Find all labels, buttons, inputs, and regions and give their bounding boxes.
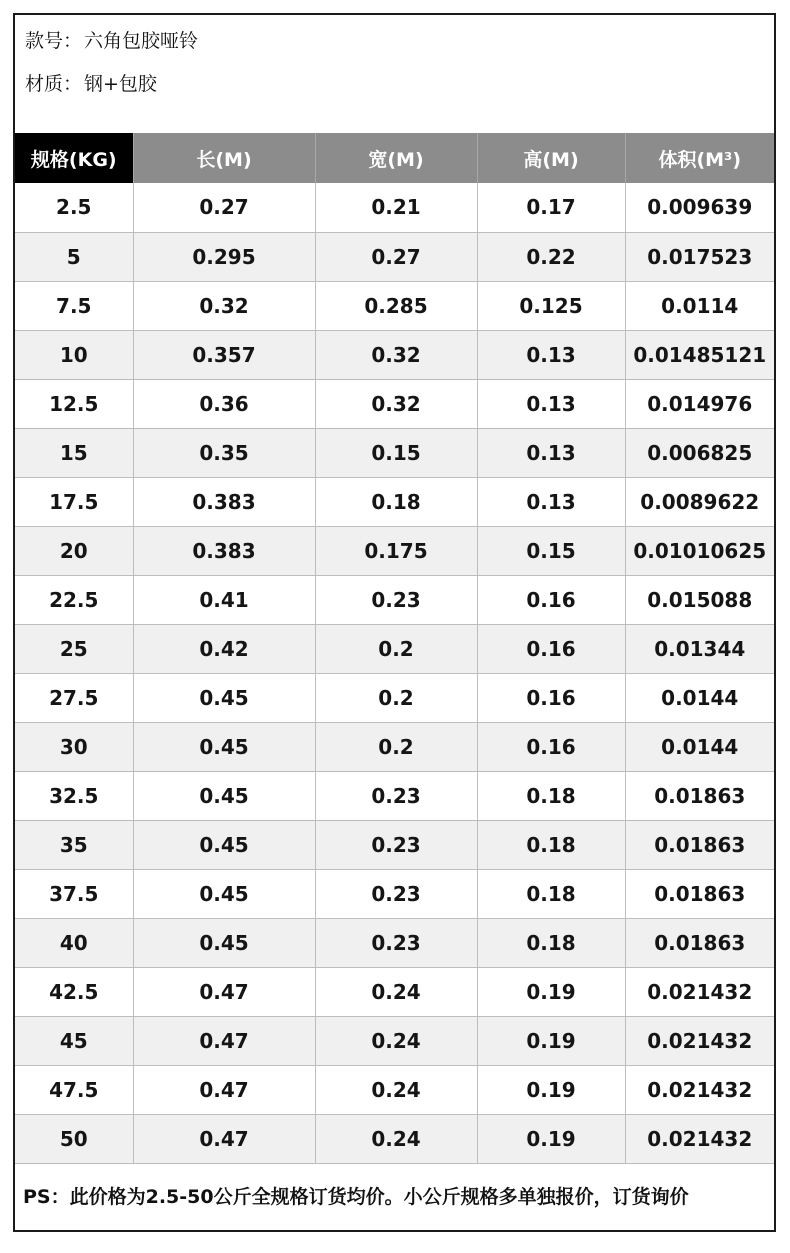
cell-height: 0.19 bbox=[477, 1114, 625, 1163]
cell-width: 0.2 bbox=[315, 624, 477, 673]
cell-width: 0.23 bbox=[315, 820, 477, 869]
cell-width: 0.175 bbox=[315, 526, 477, 575]
cell-length: 0.32 bbox=[133, 281, 315, 330]
col-header-height: 高(M) bbox=[477, 133, 625, 183]
cell-width: 0.21 bbox=[315, 183, 477, 232]
table-row bbox=[15, 967, 774, 1016]
cell-weight: 45 bbox=[15, 1016, 133, 1065]
cell-height: 0.13 bbox=[477, 379, 625, 428]
material-label: 材质： bbox=[25, 73, 83, 95]
cell-weight: 40 bbox=[15, 918, 133, 967]
table-row bbox=[15, 869, 774, 918]
cell-height: 0.16 bbox=[477, 624, 625, 673]
cell-volume: 0.01863 bbox=[625, 918, 774, 967]
col-header-volume: 体积(M³) bbox=[625, 133, 774, 183]
table-row bbox=[15, 379, 774, 428]
cell-volume: 0.0144 bbox=[625, 722, 774, 771]
cell-length: 0.47 bbox=[133, 1016, 315, 1065]
cell-volume: 0.0089622 bbox=[625, 477, 774, 526]
cell-weight: 42.5 bbox=[15, 967, 133, 1016]
cell-weight: 50 bbox=[15, 1114, 133, 1163]
cell-width: 0.285 bbox=[315, 281, 477, 330]
cell-width: 0.15 bbox=[315, 428, 477, 477]
table-row bbox=[15, 183, 774, 232]
cell-volume: 0.01010625 bbox=[625, 526, 774, 575]
cell-weight: 37.5 bbox=[15, 869, 133, 918]
cell-weight: 15 bbox=[15, 428, 133, 477]
cell-volume: 0.017523 bbox=[625, 232, 774, 281]
cell-height: 0.16 bbox=[477, 722, 625, 771]
cell-height: 0.17 bbox=[477, 183, 625, 232]
col-header-weight: 规格(KG) bbox=[15, 133, 133, 183]
table-body bbox=[15, 183, 774, 1163]
cell-weight: 20 bbox=[15, 526, 133, 575]
cell-volume: 0.006825 bbox=[625, 428, 774, 477]
table-row bbox=[15, 281, 774, 330]
cell-width: 0.27 bbox=[315, 232, 477, 281]
table-row bbox=[15, 575, 774, 624]
cell-weight: 7.5 bbox=[15, 281, 133, 330]
cell-height: 0.125 bbox=[477, 281, 625, 330]
material-line bbox=[25, 72, 157, 96]
table-row bbox=[15, 673, 774, 722]
table-row bbox=[15, 771, 774, 820]
cell-length: 0.47 bbox=[133, 967, 315, 1016]
cell-length: 0.45 bbox=[133, 918, 315, 967]
cell-volume: 0.021432 bbox=[625, 1016, 774, 1065]
spec-sheet bbox=[13, 13, 776, 1232]
table-row bbox=[15, 330, 774, 379]
spec-table bbox=[15, 133, 774, 1164]
cell-weight: 30 bbox=[15, 722, 133, 771]
cell-height: 0.18 bbox=[477, 869, 625, 918]
cell-width: 0.24 bbox=[315, 967, 477, 1016]
table-row bbox=[15, 1065, 774, 1114]
cell-volume: 0.01863 bbox=[625, 771, 774, 820]
cell-height: 0.13 bbox=[477, 477, 625, 526]
cell-height: 0.15 bbox=[477, 526, 625, 575]
cell-weight: 32.5 bbox=[15, 771, 133, 820]
cell-width: 0.23 bbox=[315, 575, 477, 624]
footer-note: PS：此价格为2.5-50公斤全规格订货均价。小公斤规格多单独报价，订货询价 bbox=[23, 1186, 689, 1208]
cell-weight: 10 bbox=[15, 330, 133, 379]
cell-length: 0.357 bbox=[133, 330, 315, 379]
cell-width: 0.24 bbox=[315, 1114, 477, 1163]
cell-volume: 0.0144 bbox=[625, 673, 774, 722]
cell-length: 0.383 bbox=[133, 477, 315, 526]
table-row bbox=[15, 918, 774, 967]
table-row bbox=[15, 624, 774, 673]
cell-length: 0.295 bbox=[133, 232, 315, 281]
cell-length: 0.47 bbox=[133, 1065, 315, 1114]
cell-volume: 0.009639 bbox=[625, 183, 774, 232]
cell-volume: 0.01863 bbox=[625, 869, 774, 918]
cell-volume: 0.014976 bbox=[625, 379, 774, 428]
cell-length: 0.45 bbox=[133, 722, 315, 771]
cell-height: 0.19 bbox=[477, 1016, 625, 1065]
cell-width: 0.24 bbox=[315, 1016, 477, 1065]
cell-width: 0.23 bbox=[315, 918, 477, 967]
cell-length: 0.45 bbox=[133, 771, 315, 820]
table-row bbox=[15, 428, 774, 477]
cell-volume: 0.021432 bbox=[625, 967, 774, 1016]
cell-length: 0.45 bbox=[133, 673, 315, 722]
table-header-row bbox=[15, 133, 774, 183]
model-line bbox=[25, 29, 198, 53]
cell-volume: 0.01344 bbox=[625, 624, 774, 673]
cell-width: 0.32 bbox=[315, 379, 477, 428]
cell-length: 0.45 bbox=[133, 820, 315, 869]
model-label: 款号： bbox=[25, 30, 83, 52]
cell-width: 0.2 bbox=[315, 673, 477, 722]
table-row bbox=[15, 232, 774, 281]
cell-weight: 17.5 bbox=[15, 477, 133, 526]
cell-width: 0.32 bbox=[315, 330, 477, 379]
cell-width: 0.23 bbox=[315, 869, 477, 918]
material-value: 钢+包胶 bbox=[84, 73, 157, 95]
table-row bbox=[15, 1016, 774, 1065]
cell-volume: 0.021432 bbox=[625, 1065, 774, 1114]
cell-weight: 47.5 bbox=[15, 1065, 133, 1114]
cell-length: 0.41 bbox=[133, 575, 315, 624]
cell-width: 0.18 bbox=[315, 477, 477, 526]
cell-height: 0.22 bbox=[477, 232, 625, 281]
model-value: 六角包胶哑铃 bbox=[84, 30, 199, 52]
table-row bbox=[15, 1114, 774, 1163]
cell-width: 0.24 bbox=[315, 1065, 477, 1114]
cell-weight: 2.5 bbox=[15, 183, 133, 232]
cell-height: 0.18 bbox=[477, 820, 625, 869]
cell-length: 0.36 bbox=[133, 379, 315, 428]
cell-height: 0.18 bbox=[477, 771, 625, 820]
table-row bbox=[15, 820, 774, 869]
cell-length: 0.27 bbox=[133, 183, 315, 232]
cell-length: 0.35 bbox=[133, 428, 315, 477]
table-row bbox=[15, 722, 774, 771]
cell-length: 0.383 bbox=[133, 526, 315, 575]
cell-height: 0.18 bbox=[477, 918, 625, 967]
cell-weight: 25 bbox=[15, 624, 133, 673]
col-header-width: 宽(M) bbox=[315, 133, 477, 183]
cell-length: 0.45 bbox=[133, 869, 315, 918]
table-row bbox=[15, 477, 774, 526]
cell-volume: 0.015088 bbox=[625, 575, 774, 624]
cell-weight: 5 bbox=[15, 232, 133, 281]
cell-height: 0.19 bbox=[477, 967, 625, 1016]
cell-weight: 27.5 bbox=[15, 673, 133, 722]
cell-weight: 22.5 bbox=[15, 575, 133, 624]
cell-height: 0.13 bbox=[477, 428, 625, 477]
cell-volume: 0.01485121 bbox=[625, 330, 774, 379]
cell-height: 0.16 bbox=[477, 673, 625, 722]
cell-height: 0.16 bbox=[477, 575, 625, 624]
col-header-length: 长(M) bbox=[133, 133, 315, 183]
cell-volume: 0.0114 bbox=[625, 281, 774, 330]
cell-weight: 35 bbox=[15, 820, 133, 869]
cell-volume: 0.021432 bbox=[625, 1114, 774, 1163]
cell-length: 0.47 bbox=[133, 1114, 315, 1163]
table-row bbox=[15, 526, 774, 575]
cell-volume: 0.01863 bbox=[625, 820, 774, 869]
cell-weight: 12.5 bbox=[15, 379, 133, 428]
cell-height: 0.19 bbox=[477, 1065, 625, 1114]
cell-height: 0.13 bbox=[477, 330, 625, 379]
cell-width: 0.2 bbox=[315, 722, 477, 771]
cell-width: 0.23 bbox=[315, 771, 477, 820]
cell-length: 0.42 bbox=[133, 624, 315, 673]
